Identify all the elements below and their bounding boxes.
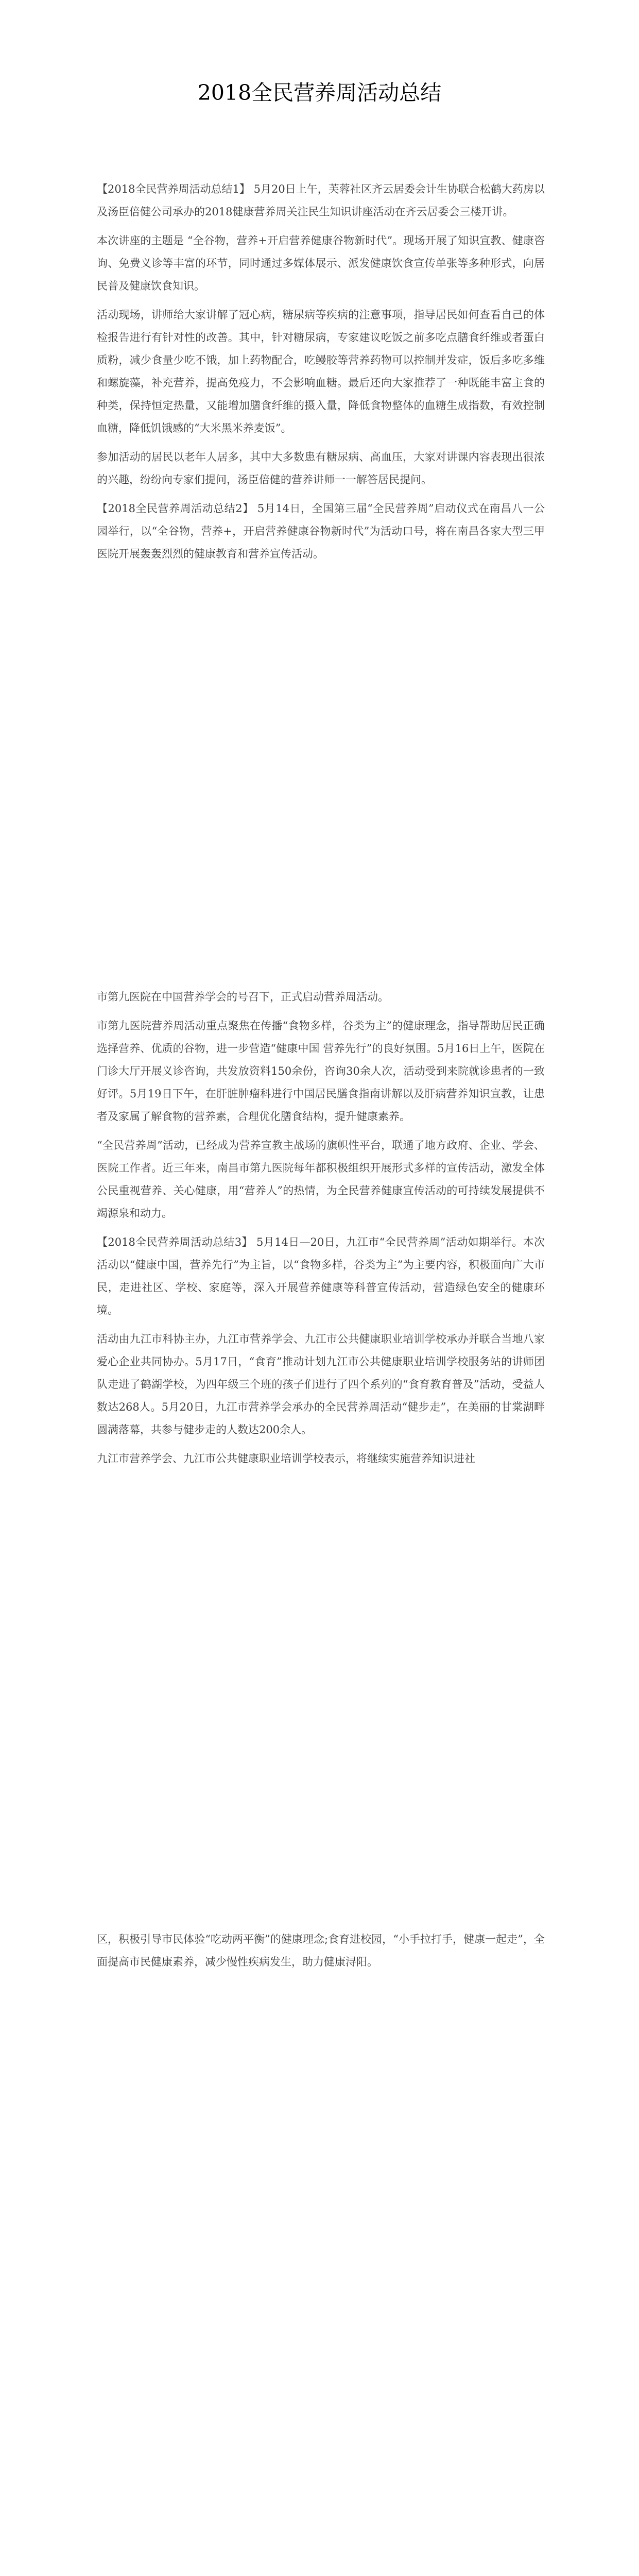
paragraph: 【2018全民营养周活动总结1】 5月20日上午，芙蓉社区齐云居委会计生协联合松鹤大药房以及汤臣倍健公司承办的2018健康营养周关注民生知识讲座活动在齐云居委会三楼开讲。 — [97, 183, 545, 218]
text-block-2 — [97, 986, 545, 1476]
paragraph: 【2018全民营养周活动总结2】 5月14日，全国第三届“全民营养周”启动仪式在南昌八一公园举行，以“全谷物，营养+，开启营养健康谷物新时代”为活动口号，将在南昌各家大型三甲医院开展轰轰烈烈的健康教育和营养宣传活动。 — [97, 502, 545, 560]
page-title: 2018全民营养周活动总结 — [197, 80, 442, 105]
paragraph: 市第九医院在中国营养学会的号召下，正式启动营养周活动。 — [97, 991, 389, 1003]
paragraph: 【2018全民营养周活动总结3】 5月14日—20日，九江市“全民营养周”活动如期举行。本次活动以“健康中国，营养先行”为主旨，以“食物多样，谷类为主”为主要内容，积极面向广大市民，走进社区、学校、家庭等，深入开展营养健康等科普宣传活动，营造绿色安全的健康环境。 — [97, 1236, 545, 1316]
text-block-3 — [97, 1928, 545, 1979]
paragraph: 活动现场，讲师给大家讲解了冠心病，糖尿病等疾病的注意事项，指导居民如何查看自己的体检报告进行有针对性的改善。其中，针对糖尿病，专家建议吃饭之前多吃点膳食纤维或者蛋白质粉，减少食量少吃不饿，加上药物配合，吃鳗胶等营养药物可以控制并发症，饭后多吃多维和螺旋藻，补充营养，提高免疫力，不会影响血糖。最后还向大家推荐了一种既能丰富主食的种类，保持恒定热量，又能增加膳食纤维的摄入量，降低食物整体的血糖生成指数，有效控制血糖，降低饥饿感的“大米黑米养麦饭”。 — [97, 309, 545, 434]
paragraph: 九江市营养学会、九江市公共健康职业培训学校表示，将继续实施营养知识进社 — [97, 1452, 475, 1465]
paragraph: “全民营养周”活动，已经成为营养宣教主战场的旗帜性平台，联通了地方政府、企业、学会、医院工作者。近三年来，南昌市第九医院每年都积极组织开展形式多样的宣传活动，激发全体公民重视营养、关心健康，用“营养人”的热情，为全民营养健康宣传活动的可持续发展提供不竭源泉和动力。 — [97, 1139, 545, 1219]
paragraph: 本次讲座的主题是 “全谷物，营养+开启营养健康谷物新时代”。现场开展了知识宣教、健康咨询、免费义诊等丰富的环节，同时通过多媒体展示、派发健康饮食宣传单张等多种形式，向居民普及健康饮食知识。 — [97, 234, 545, 292]
paragraph: 市第九医院营养周活动重点聚焦在传播“食物多样，谷类为主”的健康理念，指导帮助居民正确选择营养、优质的谷物，进一步营造“健康中国 营养先行”的良好氛围。5月16日上午，医院在门诊大厅开展义诊咨询，共发放资料150余份，咨询30余人次，活动受到来院就诊患者的一致好评。5月19日下午，在肝脏肿瘤科进行中国居民膳食指南讲解以及肝病营养知识宣教，让患者及家属了解食物的营养素，合理优化膳食结构，提升健康素养。 — [97, 1020, 545, 1123]
text-block-1 — [97, 178, 545, 571]
paragraph: 参加活动的居民以老年人居多，其中大多数患有糖尿病、高血压，大家对讲课内容表现出很浓的兴趣，纷纷向专家们提问，汤臣倍健的营养讲师一一解答居民提问。 — [97, 451, 545, 486]
paragraph: 活动由九江市科协主办，九江市营养学会、九江市公共健康职业培训学校承办并联合当地八家爱心企业共同协办。5月17日，“食育”推动计划九江市公共健康职业培训学校服务站的讲师团队走进了鹤湖学校，为四年级三个班的孩子们进行了四个系列的“食育教育普及”活动，受益人数达268人。5月20日，九江市营养学会承办的全民营养周活动“健步走”，在美丽的甘棠湖畔圆满落幕，共参与健步走的人数达200余人。 — [97, 1333, 545, 1436]
paragraph: 区，积极引导市民体验“吃动两平衡”的健康理念;食育进校园，“小手拉打手，健康一起走”，全面提高市民健康素养，减少慢性疾病发生，助力健康浔阳。 — [97, 1933, 545, 1968]
